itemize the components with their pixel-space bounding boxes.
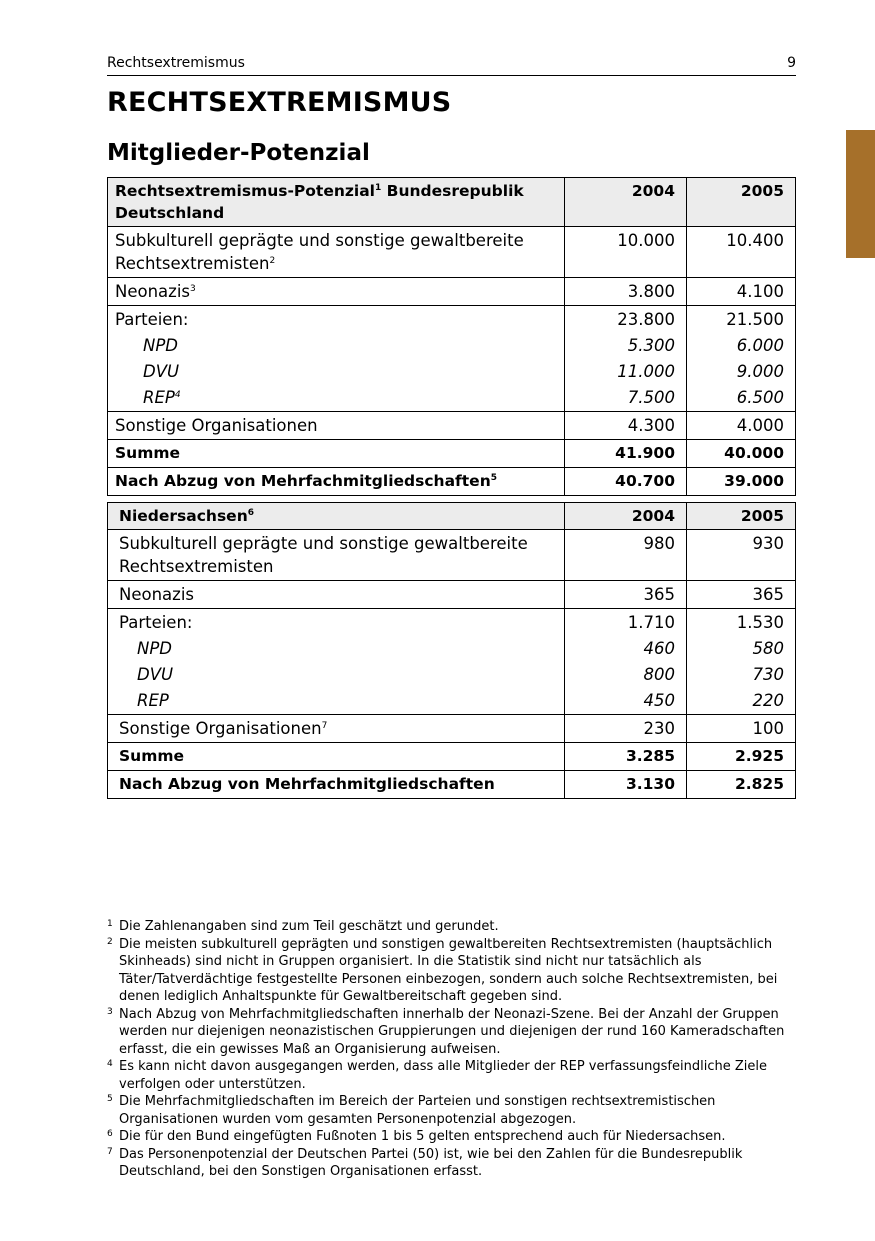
footnote: 4 Es kann nicht davon ausgegangen werden, dass alle Mitglieder der REP verfassungsfeindliche Ziele verfolgen oder unterstützen.	[107, 1059, 767, 1092]
running-head	[107, 54, 796, 76]
table-row: DVU 11.000 9.000	[108, 359, 796, 385]
footnote: 7 Das Personenpotenzial der Deutschen Partei (50) ist, wie bei den Zahlen für die Bundesrepublik Deutschland, bei den Sonstigen Organisationen erfasst.	[107, 1146, 743, 1179]
footnote: 1 Die Zahlenangaben sind zum Teil geschätzt und gerundet.	[107, 919, 499, 934]
header-label: Rechtsextremismus-Potenzial$^1$ Bundesrepublik Deutschland	[108, 178, 565, 227]
header-year-2004: 2004	[565, 503, 687, 530]
table-row-sum: Summe 3.285 2.925	[108, 743, 796, 771]
table-row-net: Nach Abzug von Mehrfachmitgliedschaften 3.130 2.825	[108, 771, 796, 799]
table-row: Neonazis 365 365	[108, 581, 796, 609]
table-row: NPD 5.300 6.000	[108, 333, 796, 359]
header-year-2005: 2005	[687, 503, 796, 530]
table-row: Sonstige Organisationen$^7$ 230 100	[108, 715, 796, 743]
footnotes	[107, 918, 797, 1181]
chapter-tab	[846, 130, 875, 258]
table-row: DVU 800 730	[108, 662, 796, 688]
footnote: 6 Die für den Bund eingefügten Fußnoten 1 bis 5 gelten entsprechend auch für Niedersachsen.	[107, 1129, 726, 1144]
table-row: REP 450 220	[108, 688, 796, 715]
table-row-net: Nach Abzug von Mehrfachmitgliedschaften$^5$ 40.700 39.000	[108, 468, 796, 496]
page-number: 9	[787, 55, 796, 71]
header-label: Niedersachsen$^6$	[108, 503, 565, 530]
table-row: NPD 460 580	[108, 636, 796, 662]
footnote: 2 Die meisten subkulturell geprägten und sonstigen gewaltbereiten Rechtsextremisten (hauptsächlich Skinheads) sind nicht in Gruppen organisiert. In die Statistik sind nicht nur tatsächlich als Täter/Tatverdächtige festgestellte Personen einbezogen, sondern auch solche Rechtsextremisten, bei denen lediglich Anhaltspunkte für Gewaltbereitschaft gegeben sind.	[107, 936, 778, 1004]
table-row-sum: Summe 41.900 40.000	[108, 440, 796, 468]
running-title: Rechtsextremismus	[107, 55, 245, 71]
table-header-row	[108, 178, 796, 227]
table-row: Parteien: 1.710 1.530	[108, 609, 796, 637]
header-year-2005: 2005	[687, 178, 796, 227]
header-year-2004: 2004	[565, 178, 687, 227]
section-title: Mitglieder-Potenzial	[107, 140, 370, 166]
footnote: 3 Nach Abzug von Mehrfachmitgliedschaften innerhalb der Neonazi-Szene. Bei der Anzahl der Gruppen werden nur diejenigen neonazistischen Gruppierungen und diejenigen der rund 160 Kameradschaften erfasst, die ein gewisses Maß an Organisierung aufweisen.	[107, 1006, 785, 1057]
table-row: Sonstige Organisationen 4.300 4.000	[108, 412, 796, 440]
table-row: Subkulturell geprägte und sonstige gewaltbereite Rechtsextremisten 980 930	[108, 530, 796, 581]
table-row: Neonazis$^3$ 3.800 4.100	[108, 278, 796, 306]
table-row: Subkulturell geprägte und sonstige gewaltbereite Rechtsextremisten$^2$ 10.000 10.400	[108, 227, 796, 278]
table-row: REP$^4$ 7.500 6.500	[108, 385, 796, 412]
page-title: RECHTSEXTREMISMUS	[107, 87, 452, 118]
footnote: 5 Die Mehrfachmitgliedschaften im Bereich der Parteien und sonstigen rechtsextremistischen Organisationen wurden vom gesamten Personenpotenzial abgezogen.	[107, 1094, 716, 1127]
table-bund	[107, 177, 796, 496]
table-header-row	[108, 503, 796, 530]
table-niedersachsen	[107, 502, 796, 799]
table-row: Parteien: 23.800 21.500	[108, 306, 796, 334]
